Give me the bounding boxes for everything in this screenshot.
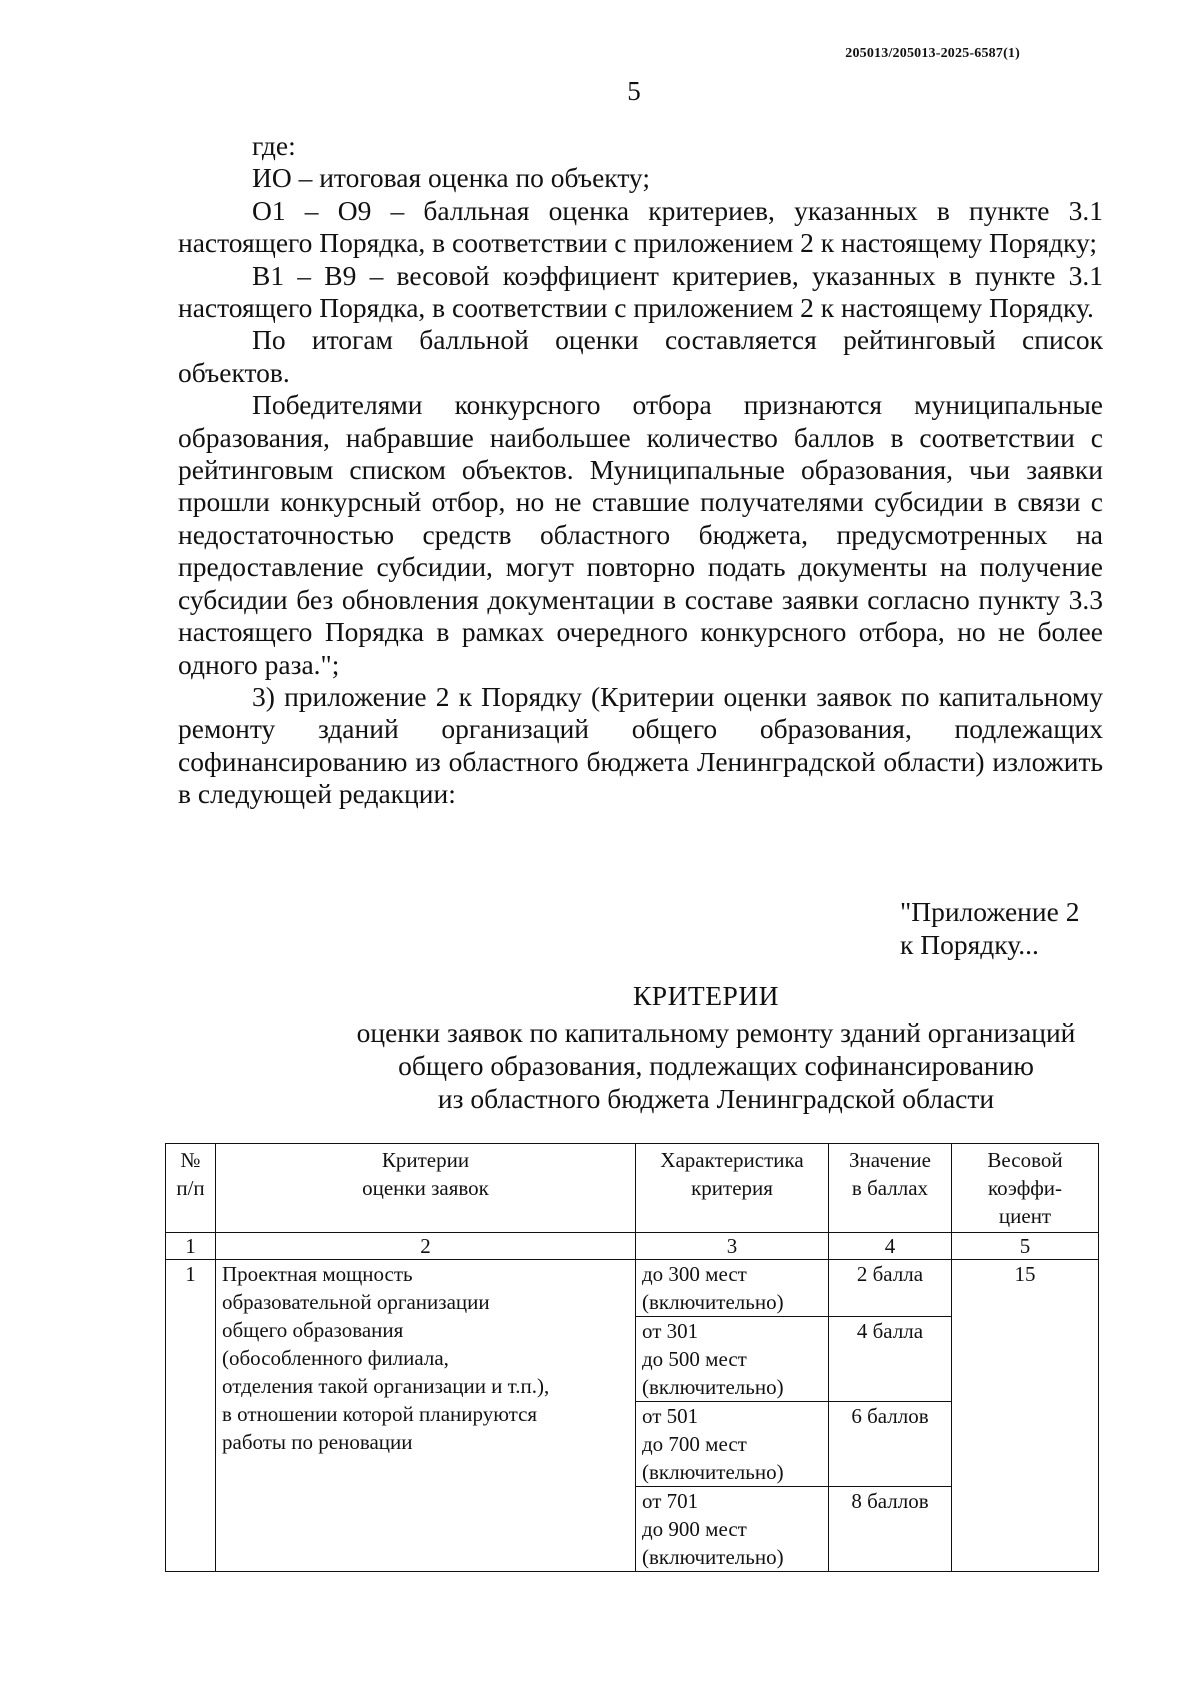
header-num: № п/п [166,1144,216,1233]
paragraph: О1 – О9 – балльная оценка критериев, указанных в пункте 3.1 настоящего Порядка, в соответствии с приложением 2 к настоящему Порядку; [178,194,1103,259]
paragraph: По итогам балльной оценки составляется рейтинговый список объектов. [178,324,1103,388]
column-number: 1 [166,1233,216,1260]
paragraph: 3) приложение 2 к Порядку (Критерии оценки заявок по капитальному ремонту зданий организаций общего образования, подлежащих софинансированию из областного бюджета Ленинградской области) изложить в следующей редакции: [178,680,1103,810]
header-criterion: Критерии оценки заявок [216,1144,636,1233]
score-cell: 8 баллов [829,1487,952,1572]
appendix-ref-line: к Порядку... [900,929,1039,960]
weight-cell: 15 [952,1260,1099,1572]
score-cell: 6 баллов [829,1402,952,1487]
column-number: 5 [952,1233,1099,1260]
page-number: 5 [627,76,641,106]
characteristic-cell: до 300 мест (включительно) [636,1260,829,1317]
appendix-ref-line: "Приложение 2 [900,896,1080,927]
characteristic-cell: от 701 до 900 мест (включительно) [636,1487,829,1572]
body-text [178,130,1103,811]
score-cell: 4 балла [829,1317,952,1402]
subtitle-line: оценки заявок по капитальному ремонту зданий организаций [356,1017,1076,1048]
table-header-row [166,1144,1099,1233]
criteria-title: КРИТЕРИИ [632,980,780,1011]
document-id: 205013/205013-2025-6587(1) [845,46,1020,61]
characteristic-cell: от 501 до 700 мест (включительно) [636,1402,829,1487]
paragraph: где: [252,130,296,161]
paragraph: В1 – В9 – весовой коэффициент критериев, указанных в пункте 3.1 настоящего Порядка, в соответствии с приложением 2 к настоящему Порядку. [178,259,1103,324]
header-score: Значение в баллах [829,1144,952,1233]
column-number: 2 [216,1233,636,1260]
subtitle-line: из областного бюджета Ленинградской области [437,1083,995,1114]
criteria-subtitle [290,1016,1142,1115]
appendix-reference [900,895,1130,961]
criterion-cell: Проектная мощность образовательной организации общего образования (обособленного филиала, отделения такой организации и т.п.), в отношении которой планируются работы по реновации [216,1260,636,1572]
subtitle-line: общего образования, подлежащих софинансированию [398,1050,1034,1081]
table-row [166,1260,1099,1317]
header-characteristic: Характеристика критерия [636,1144,829,1233]
header-weight: Весовой коэффи- циент [952,1144,1099,1233]
criteria-table [165,1143,1099,1572]
paragraph: Победителями конкурсного отбора признаются муниципальные образования, набравшие наибольшее количество баллов в соответствии с рейтинговым списком объектов. Муниципальные образования, чьи заявки прошли конкурсный отбор, но не ставшие получателями субсидии в связи с недостаточностью средств областного бюджета, предусмотренных на предоставление субсидии, могут повторно подать документы на получение субсидии без обновления документации в составе заявки согласно пункту 3.3 настоящего Порядка в рамках очередного конкурсного отбора, но не более одного раза."; [178,389,1103,680]
paragraph: ИО – итоговая оценка по объекту; [252,162,650,194]
score-cell: 2 балла [829,1260,952,1317]
column-number: 3 [636,1233,829,1260]
characteristic-cell: от 301 до 500 мест (включительно) [636,1317,829,1402]
column-number-row [166,1233,1099,1260]
row-number: 1 [166,1260,216,1572]
column-number: 4 [829,1233,952,1260]
